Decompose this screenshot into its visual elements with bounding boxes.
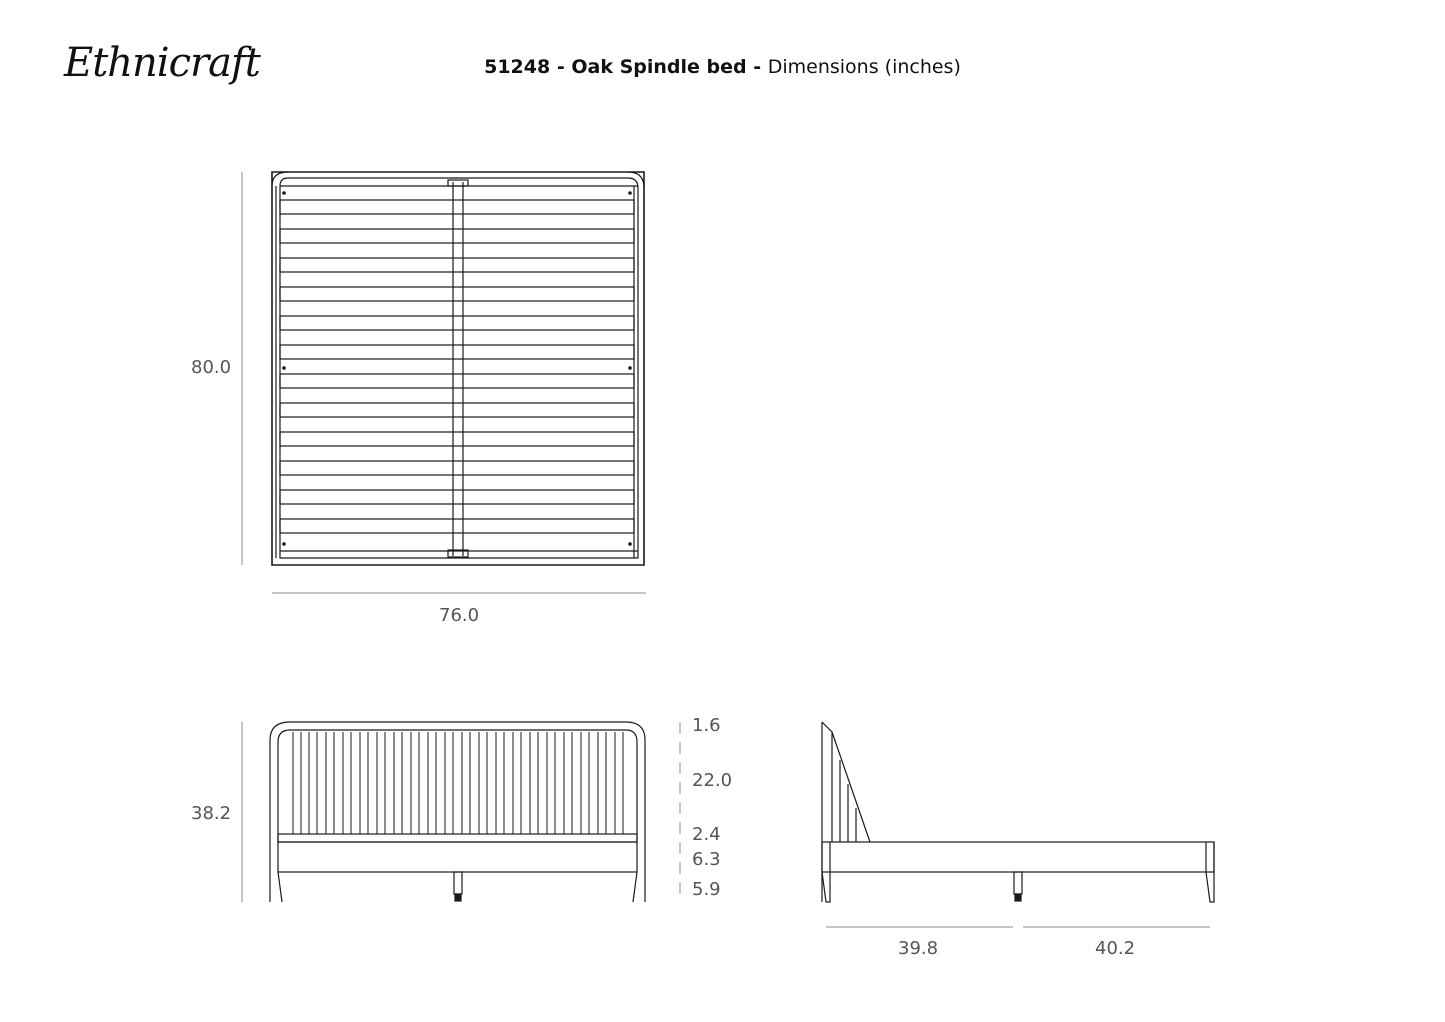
- product-code: 51248: [484, 56, 551, 78]
- title-separator-2: -: [746, 56, 768, 78]
- top-view: [242, 172, 646, 593]
- top-view-outer-frame: [272, 172, 644, 565]
- slats: [280, 200, 634, 533]
- side-view: [822, 722, 1214, 927]
- front-segment-label-5: 5.9: [692, 879, 721, 900]
- title-separator-1: -: [550, 56, 572, 78]
- front-view: [242, 722, 680, 902]
- brand-logo: Ethnicraft: [64, 40, 260, 86]
- top-view-length-label: 80.0: [191, 357, 232, 378]
- side-depth-right-label: 40.2: [1095, 938, 1136, 959]
- front-segment-label-2: 22.0: [692, 770, 733, 791]
- front-segment-label-4: 6.3: [692, 849, 721, 870]
- front-segment-label-1: 1.6: [692, 715, 721, 736]
- top-view-inner-frame: [280, 178, 638, 558]
- title-subtitle: Dimensions (inches): [767, 56, 961, 78]
- side-depth-left-label: 39.8: [898, 938, 939, 959]
- top-view-width-label: 76.0: [439, 605, 480, 626]
- product-name: Oak Spindle bed: [571, 56, 747, 78]
- front-view-height-label: 38.2: [191, 803, 232, 824]
- front-segment-label-3: 2.4: [692, 824, 721, 845]
- spindles: [293, 732, 623, 834]
